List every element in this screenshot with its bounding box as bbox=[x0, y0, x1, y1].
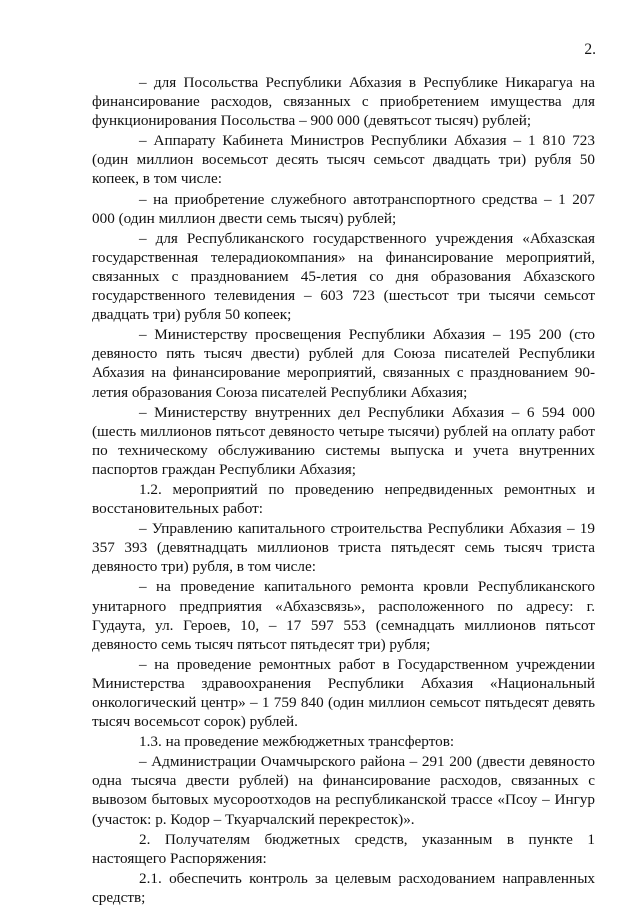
paragraph: – для Посольства Республики Абхазия в Республике Никарагуа на финансирование расходов, связанных с приобретением имущества для функционирования Посольства – 900 000 (девятьсот тысяч) рублей; bbox=[92, 74, 595, 130]
paragraph: – Администрации Очамчырского района – 291 200 (двести девяносто одна тысяча двести рублей) на финансирование расходов, связанных с вывозом бытовых мусороотходов на республиканской трассе «Псоу – Ингур (участок: р. Кодор – Ткуарчалский перекресток)». bbox=[92, 753, 595, 828]
paragraph: – на проведение капитального ремонта кровли Республиканского унитарного предприятия «Абхазсвязь», расположенного по адресу: г. Гудаута, ул. Героев, 10, – 17 597 553 (семнадцать миллионов пятьсот девяносто семь тысяч пятьсот пятьдесят три) рубля; bbox=[92, 578, 595, 653]
paragraph: – на проведение ремонтных работ в Государственном учреждении Министерства здравоохранения Республики Абхазия «Национальный онкологический центр» – 1 759 840 (один миллион семьсот пятьдесят девять тысяч восемьсот сорок) рублей. bbox=[92, 655, 595, 731]
paragraph: – для Республиканского государственного учреждения «Абхазская государственная телерадиокомпания» на финансирование мероприятий, связанных с празднованием 45-летия со дня образования Абхазского государственного телевидения – 603 723 (шестьсот три тысячи семьсот двадцать три) рубля 50 копеек; bbox=[92, 229, 595, 324]
paragraph: – Министерству просвещения Республики Абхазия – 195 200 (сто девяносто пять тысяч двести) рублей для Союза писателей Республики Абхазия на финансирование мероприятий, связанных с празднованием 90-летия образования Союза писателей Республики Абхазия; bbox=[92, 326, 595, 401]
paragraph: 2. Получателям бюджетных средств, указанным в пункте 1 настоящего Распоряжения: bbox=[92, 830, 595, 867]
paragraph: 1.2. мероприятий по проведению непредвиденных ремонтных и восстановительных работ: bbox=[92, 480, 595, 518]
page-number: 2. bbox=[584, 41, 596, 58]
paragraph: – Управлению капитального строительства Республики Абхазия – 19 357 393 (девятнадцать миллионов триста пятьдесят семь тысяч триста девяносто три) рубля, в том числе: bbox=[92, 520, 595, 576]
paragraph: – на приобретение служебного автотранспортного средства – 1 207 000 (один миллион двести семь тысяч) рублей; bbox=[92, 190, 595, 227]
document-body bbox=[92, 73, 595, 908]
paragraph: 1.3. на проведение межбюджетных трансфертов: bbox=[139, 733, 455, 751]
paragraph: – Министерству внутренних дел Республики Абхазия – 6 594 000 (шесть миллионов пятьсот девяносто четыре тысячи) рублей на оплату работ по техническому обслуживанию системы выпуска и учета внутренних паспортов граждан Республики Абхазия; bbox=[92, 403, 595, 478]
paragraph: 2.1. обеспечить контроль за целевым расходованием направленных средств; bbox=[92, 869, 595, 906]
paragraph: – Аппарату Кабинета Министров Республики Абхазия – 1 810 723 (один миллион восемьсот десять тысяч семьсот двадцать три) рубля 50 копеек, в том числе: bbox=[92, 132, 595, 188]
